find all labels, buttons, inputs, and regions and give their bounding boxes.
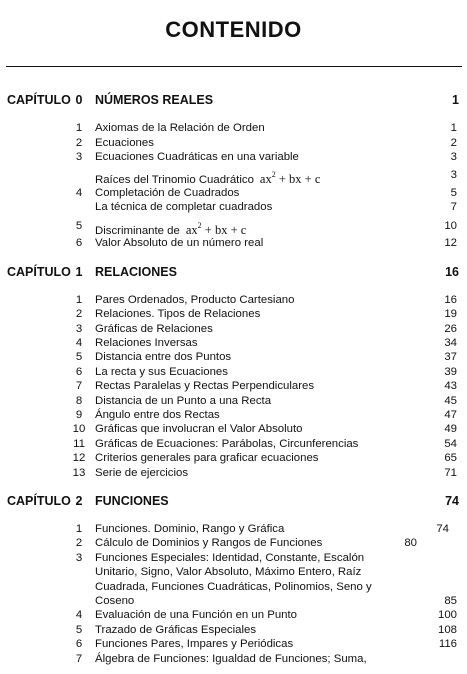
entry-number: 2 (75, 308, 83, 320)
entry-page: 108 (437, 624, 457, 636)
chapter-number: 0 (75, 93, 83, 107)
chapter-number: 2 (75, 494, 83, 508)
entry-number: 2 (75, 137, 83, 149)
title-divider (6, 66, 462, 67)
entry-number: 9 (75, 409, 83, 421)
entry-number: 5 (75, 624, 83, 636)
entry-number: 10 (72, 423, 86, 435)
entry-title: Ángulo entre dos Rectas (95, 409, 220, 421)
entry-page: 2 (450, 137, 457, 149)
entry-page: 3 (450, 151, 457, 163)
chapter-page: 1 (452, 93, 459, 107)
entry-number: 3 (75, 552, 83, 564)
trinomial-formula: $ax^2$ + bx + c (259, 170, 321, 186)
toc-entry (0, 186, 467, 200)
entry-number: 11 (73, 438, 85, 450)
entry-title: Discriminante de (95, 225, 180, 237)
chapter-page: 16 (445, 265, 459, 279)
entry-title: Rectas Paralelas y Rectas Perpendiculares (95, 380, 315, 392)
entry-page: 12 (444, 237, 457, 249)
entry-page: 26 (444, 323, 457, 335)
entry-page: 74 (436, 523, 449, 535)
entry-title: La técnica de completar cuadrados (95, 201, 273, 213)
entry-page: 43 (444, 380, 457, 392)
chapter-label: CAPÍTULO (7, 494, 71, 508)
toc-entry (0, 219, 467, 237)
toc-entry (0, 551, 467, 565)
toc-entry (0, 379, 467, 393)
entry-number: 3 (75, 323, 83, 335)
entry-title: Coseno (95, 595, 135, 607)
toc-entry (0, 594, 467, 608)
entry-number: 6 (75, 638, 83, 650)
entry-page: 47 (444, 409, 457, 421)
toc-entry (0, 293, 467, 307)
entry-title: Valor Absoluto de un número real (95, 237, 264, 249)
entry-number: 7 (75, 380, 83, 392)
entry-page: 71 (444, 467, 457, 479)
toc-entry (0, 394, 467, 408)
toc-entry (0, 408, 467, 422)
toc-entry (0, 437, 467, 451)
toc-entry (0, 422, 467, 436)
chapter-heading-2 (0, 494, 467, 510)
toc-entry (0, 522, 467, 536)
entry-page: 16 (444, 294, 457, 306)
entry-title: Distancia de un Punto a una Recta (95, 395, 272, 407)
toc-entry (0, 236, 467, 250)
chapter-name: NÚMEROS REALES (95, 93, 214, 107)
chapter-heading-1 (0, 265, 467, 281)
entry-page: 116 (438, 638, 457, 650)
entry-page: 7 (450, 201, 457, 213)
toc-entry (0, 307, 467, 321)
entry-page: 10 (444, 220, 457, 232)
entry-page: 65 (444, 452, 457, 464)
entry-number: 12 (72, 452, 86, 464)
toc-entry (0, 136, 467, 150)
entry-title: Relaciones Inversas (95, 337, 198, 349)
toc-entry (0, 623, 467, 637)
chapter-heading-0 (0, 93, 467, 109)
entry-title: Criterios generales para graficar ecuaciones (95, 452, 319, 464)
toc-entry (0, 652, 467, 666)
entry-number: 4 (75, 187, 83, 199)
toc-entry (0, 536, 467, 550)
entry-page: 85 (444, 595, 457, 607)
entry-number: 13 (72, 467, 86, 479)
chapter-label: CAPÍTULO (7, 265, 71, 279)
toc-entry (0, 637, 467, 651)
entry-title: Axiomas de la Relación de Orden (95, 122, 265, 134)
entry-title: Cuadrada, Funciones Cuadráticas, Polinomios, Seno y (95, 581, 372, 593)
toc-entry (0, 350, 467, 364)
entry-number: 5 (75, 220, 83, 232)
toc-entry (0, 365, 467, 379)
toc-entry (0, 580, 467, 594)
entry-number: 6 (75, 366, 83, 378)
toc-entry (0, 466, 467, 480)
entry-page: 3 (450, 169, 457, 181)
entry-title: Pares Ordenados, Producto Cartesiano (95, 294, 295, 306)
toc-entry (0, 608, 467, 622)
entry-page: 1 (450, 122, 457, 134)
chapter-label: CAPÍTULO (7, 93, 71, 107)
entry-title: Cálculo de Dominios y Rangos de Funciones (95, 537, 323, 549)
entry-title: Unitario, Signo, Valor Absoluto, Máximo Entero, Raíz (95, 566, 362, 578)
entry-number: 8 (75, 395, 83, 407)
entry-page: 5 (450, 187, 457, 199)
entry-number: 4 (75, 337, 83, 349)
entry-page: 19 (444, 308, 457, 320)
toc-entry (0, 150, 467, 164)
entry-title: Distancia entre dos Puntos (95, 351, 232, 363)
entry-number: 7 (75, 653, 83, 665)
entry-title: Funciones. Dominio, Rango y Gráfica (95, 523, 285, 535)
entry-number: 3 (75, 151, 83, 163)
chapter-name: RELACIONES (95, 265, 177, 279)
chapter-page: 74 (445, 494, 459, 508)
entry-page: 37 (444, 351, 457, 363)
chapter-number: 1 (75, 265, 83, 279)
entry-page: 49 (444, 423, 457, 435)
entry-title: Funciones Pares, Impares y Periódicas (95, 638, 294, 650)
entry-number: 6 (75, 237, 83, 249)
entry-page: 100 (437, 609, 457, 621)
page-title: CONTENIDO (165, 17, 302, 42)
entry-title: Gráficas que involucran el Valor Absoluto (95, 423, 303, 435)
toc-entry (0, 200, 467, 214)
entry-title: Ecuaciones Cuadráticas en una variable (95, 151, 299, 163)
entry-title: Álgebra de Funciones: Igualdad de Funciones; Suma, (95, 653, 367, 665)
entry-page: 39 (444, 366, 457, 378)
chapter-name: FUNCIONES (95, 494, 169, 508)
entry-number: 1 (75, 294, 83, 306)
toc-entry (0, 451, 467, 465)
toc-entry (0, 168, 467, 186)
entry-title: Serie de ejercicios (95, 467, 189, 479)
entry-page: 34 (444, 337, 457, 349)
entry-number: 4 (75, 609, 83, 621)
entry-number: 1 (75, 122, 83, 134)
entry-title: Completación de Cuadrados (95, 187, 240, 199)
entry-title: Funciones Especiales: Identidad, Constante, Escalón (95, 552, 365, 564)
entry-page: 45 (444, 395, 457, 407)
entry-number: 1 (75, 523, 83, 535)
toc-entry (0, 336, 467, 350)
entry-title: Gráficas de Ecuaciones: Parábolas, Circunferencias (95, 438, 359, 450)
entry-title: Raíces del Trinomio Cuadrático (95, 174, 254, 186)
entry-title: Relaciones. Tipos de Relaciones (95, 308, 261, 320)
entry-title: Ecuaciones (95, 137, 154, 149)
entry-page: 80 (404, 537, 417, 549)
entry-title: Evaluación de una Función en un Punto (95, 609, 298, 621)
entry-title: Trazado de Gráficas Especiales (95, 624, 257, 636)
entry-page: 54 (444, 438, 457, 450)
entry-title: Gráficas de Relaciones (95, 323, 213, 335)
toc-entry (0, 322, 467, 336)
toc-entry (0, 565, 467, 579)
trinomial-formula: $ax^2$ + bx + c (185, 221, 247, 237)
entry-number: 2 (75, 537, 83, 549)
entry-title: La recta y sus Ecuaciones (95, 366, 228, 378)
toc-entry (0, 121, 467, 135)
entry-number: 5 (75, 351, 83, 363)
